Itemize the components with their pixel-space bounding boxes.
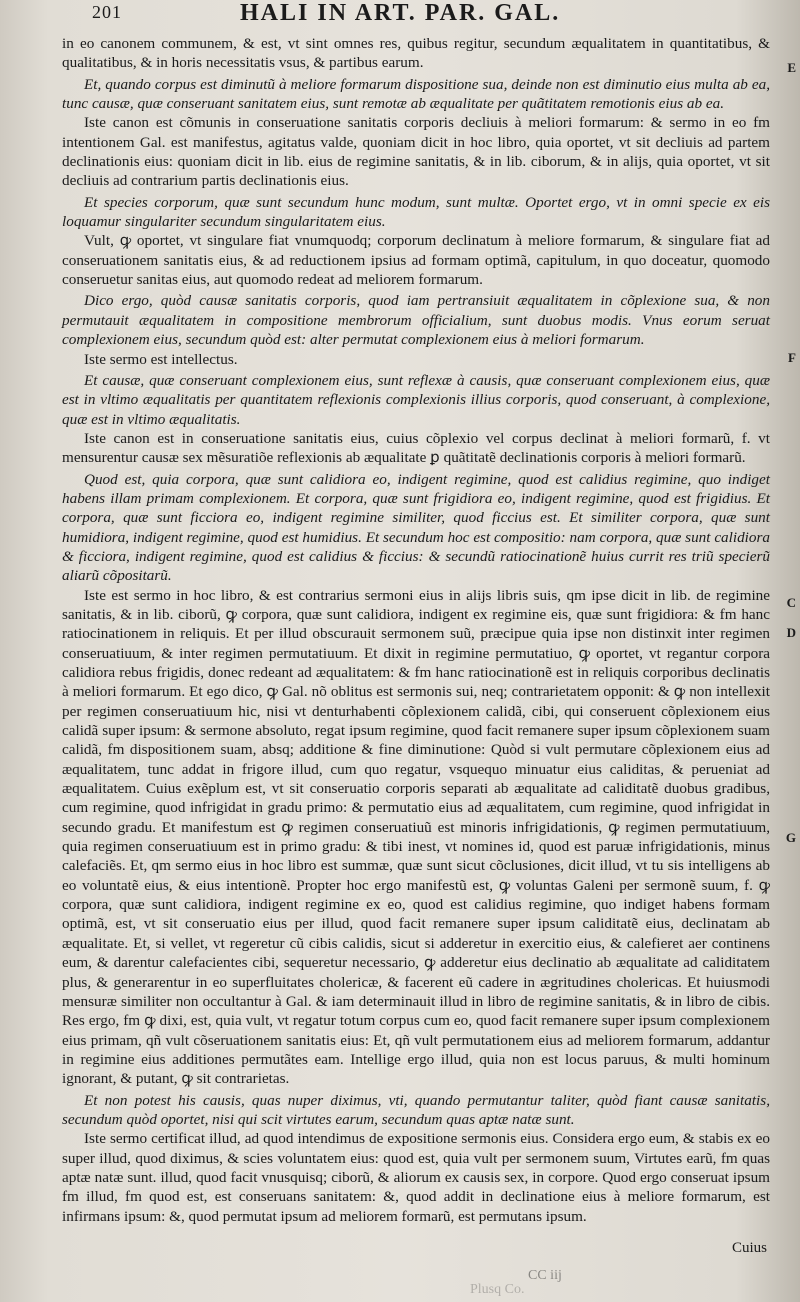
commentary-paragraph: Iste canon est in conseruatione sanitatis eius, cuius cõplexio vel corpus declinat à meliori formarũ, f. vt mensurentur causæ sex mẽsuratiõe reflexionis ab æqualitate ꝑ quãtitatẽ declinationis corporis à meliori formarũ.	[62, 429, 770, 467]
commentary-paragraph: Iste est sermo in hoc libro, & est contrarius sermoni eius in alijs libris suis, qm ipse dicit in lib. de regimine sanitatis, & in lib. ciborũ, ꝙ corpora, quæ sunt calidiora, indigent ex regimine eis, quæ sunt frigidiora: & fm hanc ratiocinationem in reliquis. Et per illud obscurauit sermonem suũ, præcipue quia ipse non distinxit inter regimen conseruatiuum, & inter regimen permutatiuum. Et dixit in regimine permutatiuo, ꝙ oportet, vt regantur corpora calidiora rebus frigidis, donec redeant ad æqualitatem: & fm hanc ratiocinationẽ est in reliquis corporibus declinatis à meliori formarum. Et ego dico, ꝙ Gal. nõ oblitus est sermonis sui, neq; contrarietatem opponit: & ꝙ non intellexit per regimen conseruatiuum hic, nisi vt denturhabenti cõplexionem calidã, cibi, qui conseruent cõplexionem eius calidã super ipsum: & sermone absoluto, regat ipsum regimine, quod facit remanere super ipsum cõplexionem suam calidã, fm dispositionem suam, absq; additione & fine diminutione: Quòd si vult permutare cõplexionem eius ad æqualitatem, tunc addat in frigore illud, cum quo regatur, vsquequo minuatur eius caliditas, & perueniat ad æqualitatem. Cuius exẽplum est, vt sit conseruatio corporis separati ab æqualitate ad caliditatẽ duobus gradibus, cum regimine, quod infrigidat in gradu primo: & permutatio eius ad æqualitatem, cum regimine, quod infrigidat in secundo gradu. Et manifestum est ꝙ regimen conseruatiuũ est minoris infrigidationis, ꝙ regimen permutatiuum, quia regimen conseruatiuum est in primo gradu: & tibi inest, vt nomines id, quod est paruæ infrigidationis, minus calefaciẽs. Et, qm sermo eius in hoc libro est summæ, quæ sunt sicut cõclusiones, dicit illud, vt tu sis intelligens ab eo voluntatẽ eius, & eius intentionẽ. Propter hoc ergo manifestũ est, ꝙ voluntas Galeni per sermonẽ suum, f. ꝙ corpora, quæ sunt calidiora, indigent regimine ex eo, quod est calidius regimine, quo indiget habens formam optimã, est, vt sit conseruatio eius per illud, quod facit remanere super ipsum caliditatẽ eius, declinatam ab æqualitate. Et, si vellet, vt regeretur cũ cibis calidis, sicut si adderetur in exercitio eius, & calefieret aer continens eum, & darentur calefacientes cibi, sequeretur necessario, ꝙ adderetur eius declinatio ab æqualitate ad caliditatem plus, & generarentur in eo superfluitates cholericæ, & facerent eũ cadere in ægritudines cholericas. Et huiusmodi mensuræ similiter non occultantur à Gal. & iam determinauit illud in libro de regimine sanitatis, & in libro de cibis. Res ergo, fm ꝙ dixi, est, quia vult, vt regatur totum corpus cum eo, quod facit remanere super ipsum complexionem eius primam, qñ vult cõseruationem sanitatis eius: Et, qñ vult permutationem eius ad meliorem formarum, addantur in regimine eius additiones permutãtes eam. Intellige ergo illud, quia non est locus paruus, & multi hominum ignorant, & putant, ꝙ sit contrarietas.	[62, 586, 770, 1088]
signature-mark: CC iij	[528, 1268, 562, 1283]
margin-letter: D	[786, 625, 796, 640]
commentary-lemma: Et causæ, quæ conseruant complexionem eius, sunt reflexæ à causis, quæ conseruant complexionem eius, quæ est in vltimo æqualitatis per quantitatem reflexionis complexionis illius corporis, quod conseruant, à complexione, quæ est in vltimo æqualitatis.	[62, 371, 770, 428]
catchword: Cuius	[732, 1240, 768, 1256]
commentary-lemma: Quod est, quia corpora, quæ sunt calidiora eo, indigent regimine, quod est calidius regimine, quo indiget habens illam primam complexionem. Et corpora, quæ sunt frigidiora eo, indigent regimine, quod est frigidius. Et corpora, quæ sunt ficciora eo, indigent regimine similiter, quod ficcius est. Et similiter corpora, quæ sunt humidiora, indigent regimine, quod est humidius. Et secundum hoc est compositio: nam corpora, quæ sunt calidiora & ficciora, indigent regimine, quod est calidius & ficcius: & secundũ ratiocinationẽ huius currit res triũ specierũ aliarũ cõpositarũ.	[62, 470, 770, 585]
margin-letter: C	[786, 595, 796, 610]
commentary-lemma: Dico ergo, quòd causæ sanitatis corporis, quod iam pertransiuit æqualitatem in cõplexione sua, & non permutauit æqualitatem in compositione membrorum officialium, sunt duobus modis. Vnus eorum seruat complexionem eius, secundum quòd est: alter permutat complexionem eius à meliori formarum.	[62, 292, 770, 349]
commentary-lemma: Et non potest his causis, quas nuper diximus, vti, quando permutantur taliter, quòd fiant causæ sanitatis, secundum quòd oportet, nisi qui scit virtutes earum, secundum quas aptæ natæ sunt.	[62, 1091, 770, 1128]
commentary-lemma: Et species corporum, quæ sunt secundum hunc modum, sunt multæ. Oportet ergo, vt in omni specie ex eis loquamur singulariter secundum singularitatem eius.	[62, 193, 770, 231]
page-header	[0, 0, 800, 36]
margin-letter: E	[787, 60, 796, 75]
margin-letter: G	[785, 830, 796, 845]
commentary-paragraph: Iste sermo certificat illud, ad quod intendimus de expositione sermonis eius. Considera ergo eum, & stabis ex eo super illud, quod diximus, & scies voluntatem eius: quod est, quia vult per sermonem suum, Virtutes earũ, fm quas aptæ natæ sunt. illud, quod facit vnusquisq; ciborũ, & aliorum ex causis sex, in corpore. Quod ergo conseruat ipsum fm illud, fm quod est, est conseruans sanitatem: &, quod addit in declinatione eius à meliore formarum, est infirmans ipsum: &, quod permutat ipsum ad meliorem formarũ, est permutans ipsum.	[62, 1130, 770, 1225]
running-title: HALI IN ART. PAR. GAL.	[240, 0, 561, 26]
commentary-paragraph: in eo canonem communem, & est, vt sint omnes res, quibus regitur, secundum æqualitatem in quantitatibus, & qualitatibus, & in horis necessitatis vsus, & partibus earum.	[62, 35, 770, 72]
commentary-paragraph: Vult, ꝙ oportet, vt singulare fiat vnumquodq; corporum declinatum à meliore formarum, & singulare fiat ad conseruationem sanitatis eius, & ad reductionem ipsius ad formam optimã, capitulum, in quo doceatur, quomodo conseruetur sanitas eius, aut quomodo redeat ad meliorem formarum.	[62, 232, 770, 289]
folio-number: 201	[92, 2, 122, 22]
body-text	[62, 34, 770, 1226]
bleed-through-text: Plusq Co.	[470, 1282, 525, 1297]
margin-notes	[774, 40, 800, 1280]
commentary-lemma: Et, quando corpus est diminutũ à meliore formarum dispositione sua, deinde non est diminutio eius multa ab ea, tunc causæ, quæ conseruant sanitatem eius, sunt remotæ ab æqualitate per quãtitatem remotionis eius ab ea.	[62, 75, 770, 113]
margin-letter: F	[788, 350, 796, 365]
commentary-paragraph: Iste sermo est intellectus.	[84, 350, 238, 368]
commentary-paragraph: Iste canon est cõmunis in conseruatione sanitatis corporis decliuis à meliori formarum: & sermo in eo fm intentionem Gal. est manifestus, agitatus valde, quoniam dicit in hoc libro, quia oportet, vt sit decliuis ad partem declinationis eius: quoniam dicit in lib. eius de regimine sanitatis, & in lib. ciborum, & in alijs, quia oportet, vt sit decliuis ad contrarium partis declinationis eius.	[62, 114, 770, 190]
